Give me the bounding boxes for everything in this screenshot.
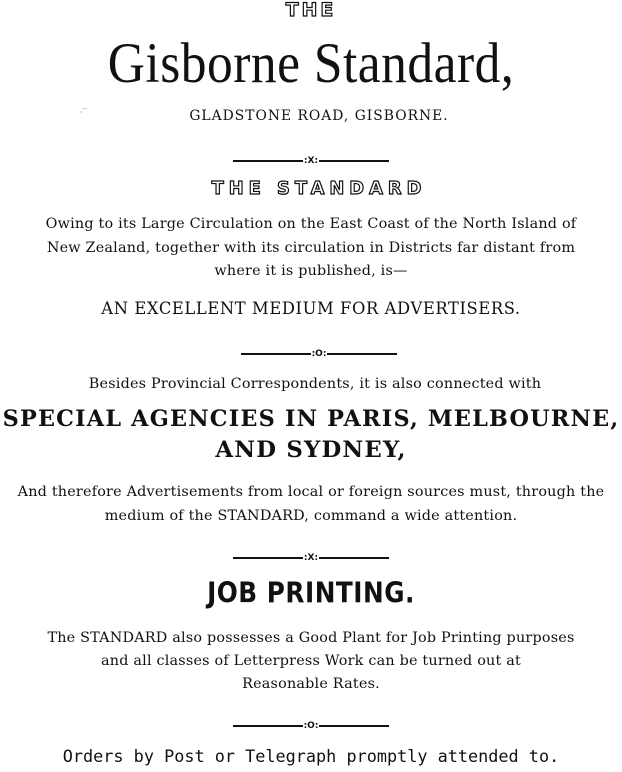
- divider-bar: [233, 160, 303, 162]
- divider-mark: :O:: [311, 348, 327, 359]
- standard-tagline: AN EXCELLENT MEDIUM FOR ADVERTISERS.: [101, 299, 521, 318]
- agencies-line-2: medium of the STANDARD, command a wide attention.: [104, 508, 518, 524]
- divider-bar: [233, 725, 303, 727]
- standard-line-2: New Zealand, together with its circulation in Districts far distant from: [46, 240, 576, 256]
- divider-bar: [319, 725, 389, 727]
- agencies-headline-1: SPECIAL AGENCIES IN PARIS, MELBOURNE,: [2, 406, 620, 432]
- job-line-1: The STANDARD also possesses a Good Plant for Job Printing purposes: [47, 630, 575, 646]
- footer-orders-notice: Orders by Post or Telegraph promptly attended to.: [62, 746, 560, 766]
- job-line-2: and all classes of Letterpress Work can be turned out at: [101, 653, 521, 669]
- header-the: THE: [285, 0, 337, 21]
- agencies-intro: Besides Provincial Correspondents, it is also connected with: [88, 376, 542, 392]
- divider-bar: [327, 353, 397, 355]
- newspaper-address: GLADSTONE ROAD, GISBORNE.: [189, 108, 449, 124]
- divider-rule: [0, 547, 622, 563]
- divider-bar: [319, 160, 389, 162]
- job-line-3: Reasonable Rates.: [242, 676, 380, 692]
- agencies-line-1: And therefore Advertisements from local or foreign sources must, through the: [17, 484, 605, 500]
- standard-line-1: Owing to its Large Circulation on the East Coast of the North Island of: [45, 216, 577, 232]
- ink-speck: ·‾: [80, 108, 87, 117]
- standard-line-3: where it is published, is—: [214, 263, 408, 279]
- newspaper-title: Gisborne Standard,: [107, 31, 515, 96]
- divider-rule: [0, 715, 622, 731]
- divider-mark: :O:: [303, 720, 319, 731]
- divider-rule: [0, 150, 622, 166]
- divider-rule: [8, 343, 622, 359]
- section-heading-standard: THE STANDARD: [211, 178, 427, 199]
- divider-bar: [233, 557, 303, 559]
- divider-bar: [241, 353, 311, 355]
- section-heading-job-printing: JOB PRINTING.: [207, 575, 415, 610]
- agencies-headline-2: AND SYDNEY,: [215, 437, 407, 463]
- divider-mark: :X:: [303, 552, 319, 563]
- divider-bar: [319, 557, 389, 559]
- divider-mark: :X:: [303, 155, 319, 166]
